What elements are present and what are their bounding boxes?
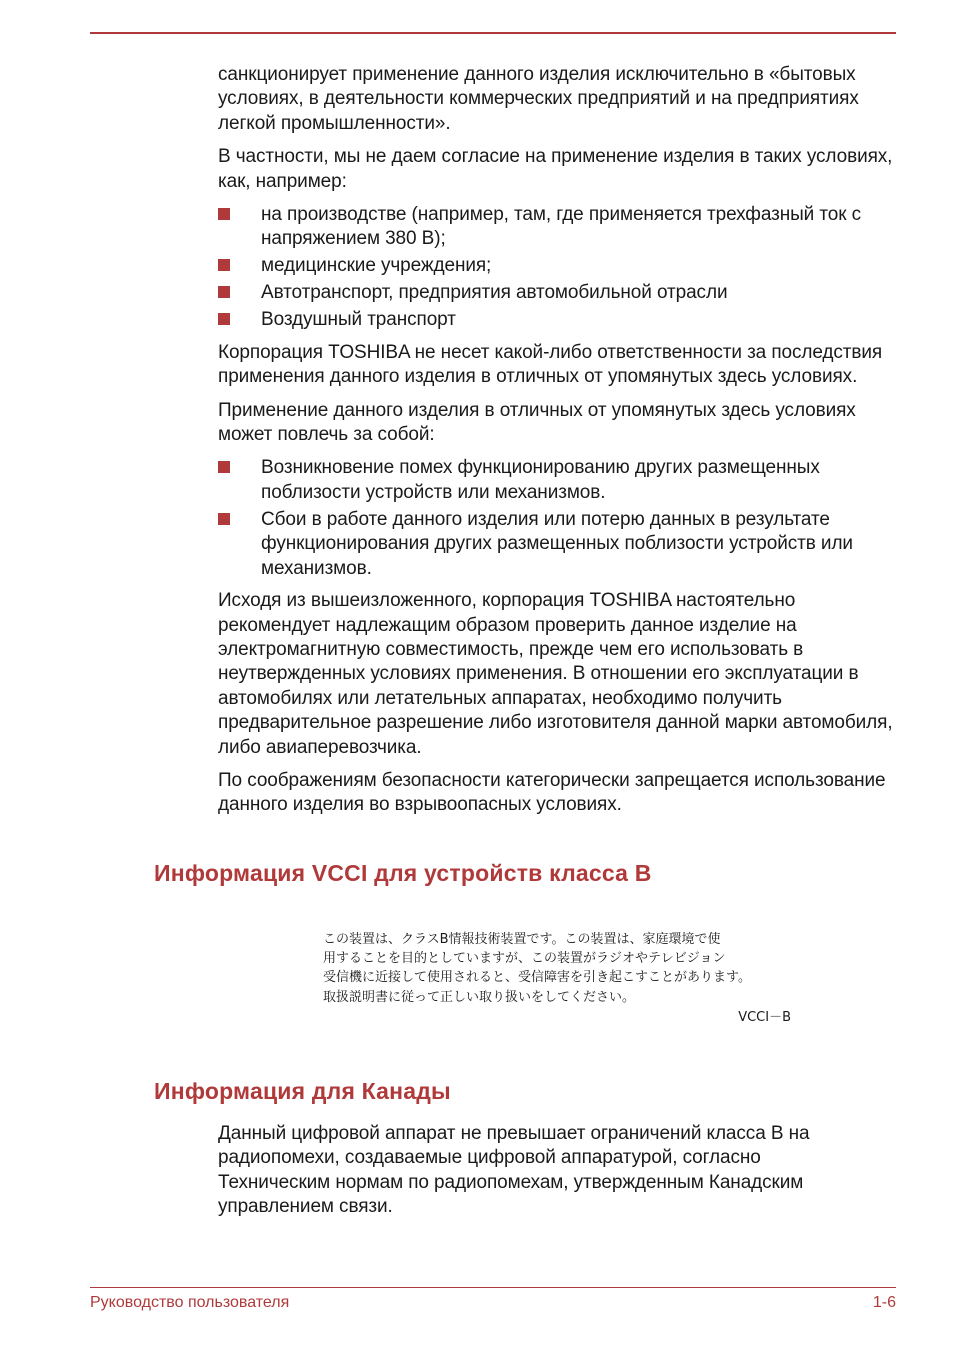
list-item: Автотранспорт, предприятия автомобильной отрасли: [218, 281, 908, 305]
list-item: на производстве (например, там, где применяется трехфазный ток с напряжением 380 В);: [218, 203, 908, 252]
paragraph: По соображениям безопасности категорически запрещается использование данного изделия во взрывоопасных условиях.: [218, 769, 886, 816]
consequences-list: [218, 456, 908, 581]
square-bullet-icon: [218, 208, 230, 220]
square-bullet-icon: [218, 313, 230, 325]
paragraph: санкционирует применение данного изделия исключительно в «бытовых условиях, в деятельности коммерческих предприятий и на предприятиях легкой промышленности».: [218, 64, 859, 134]
list-item: Возникновение помех функционированию других размещенных поблизости устройств или механизмов.: [218, 456, 908, 505]
paragraph: В частности, мы не даем согласие на применение изделия в таких условиях, как, например:: [218, 146, 893, 192]
square-bullet-icon: [218, 461, 230, 473]
paragraph: Корпорация TOSHIBA не несет какой-либо ответственности за последствия применения данного изделия в отличных от упомянутых здесь условиях.: [218, 341, 883, 388]
vcci-text-line: 用することを目的としていますが、この装置がラジオやテレビジョン: [323, 951, 726, 967]
vcci-section-heading: Информация VCCI для устройств класса B: [154, 860, 652, 886]
vcci-text-line: 取扱説明書に従って正しい取り扱いをしてください。: [323, 989, 636, 1005]
header-rule: [90, 32, 896, 34]
list-item: медицинские учреждения;: [218, 254, 908, 278]
list-item: Воздушный транспорт: [218, 308, 908, 332]
main-content: [218, 63, 908, 827]
page-number: 1-6: [872, 1294, 896, 1311]
paragraph: Применение данного изделия в отличных от упомянутых здесь условиях может повлечь за собой:: [218, 399, 856, 446]
canada-section-heading: Информация для Канады: [154, 1078, 451, 1104]
list-item: Сбои в работе данного изделия или потерю данных в результате функционирования других размещенных поблизости устройств или механизмов.: [218, 508, 908, 581]
paragraph: Исходя из вышеизложенного, корпорация TOSHIBA настоятельно рекомендует надлежащим образом проверить данное изделие на электромагнитную совместимость, прежде чем его использовать в неутвержденных условиях применения. В отношении его эксплуатации в автомобилях или летательных аппаратах, необходимо получить предварительное разрешение либо изготовителя данной марки автомобиля, либо авиаперевозчика.: [218, 590, 893, 758]
vcci-notice: [323, 930, 793, 1027]
vcci-text-line: 受信機に近接して使用されると、受信障害を引き起こすことがあります。: [323, 970, 751, 986]
canada-paragraph: Данный цифровой аппарат не превышает ограничений класса B на радиопомехи, создаваемые цифровой аппаратурой, согласно Техническим нормам по радиопомехам, утвержденным Канадским управлением связи.: [218, 1123, 810, 1218]
square-bullet-icon: [218, 259, 230, 271]
square-bullet-icon: [218, 513, 230, 525]
footer-title: Руководство пользователя: [90, 1294, 290, 1311]
square-bullet-icon: [218, 286, 230, 298]
footer-rule: [90, 1287, 896, 1288]
vcci-text-line: この装置は、クラスB情報技術装置です。この装置は、家庭環境で使: [323, 932, 721, 947]
vcci-class-mark: VCCI－B: [738, 1009, 791, 1025]
restricted-uses-list: [218, 203, 908, 333]
